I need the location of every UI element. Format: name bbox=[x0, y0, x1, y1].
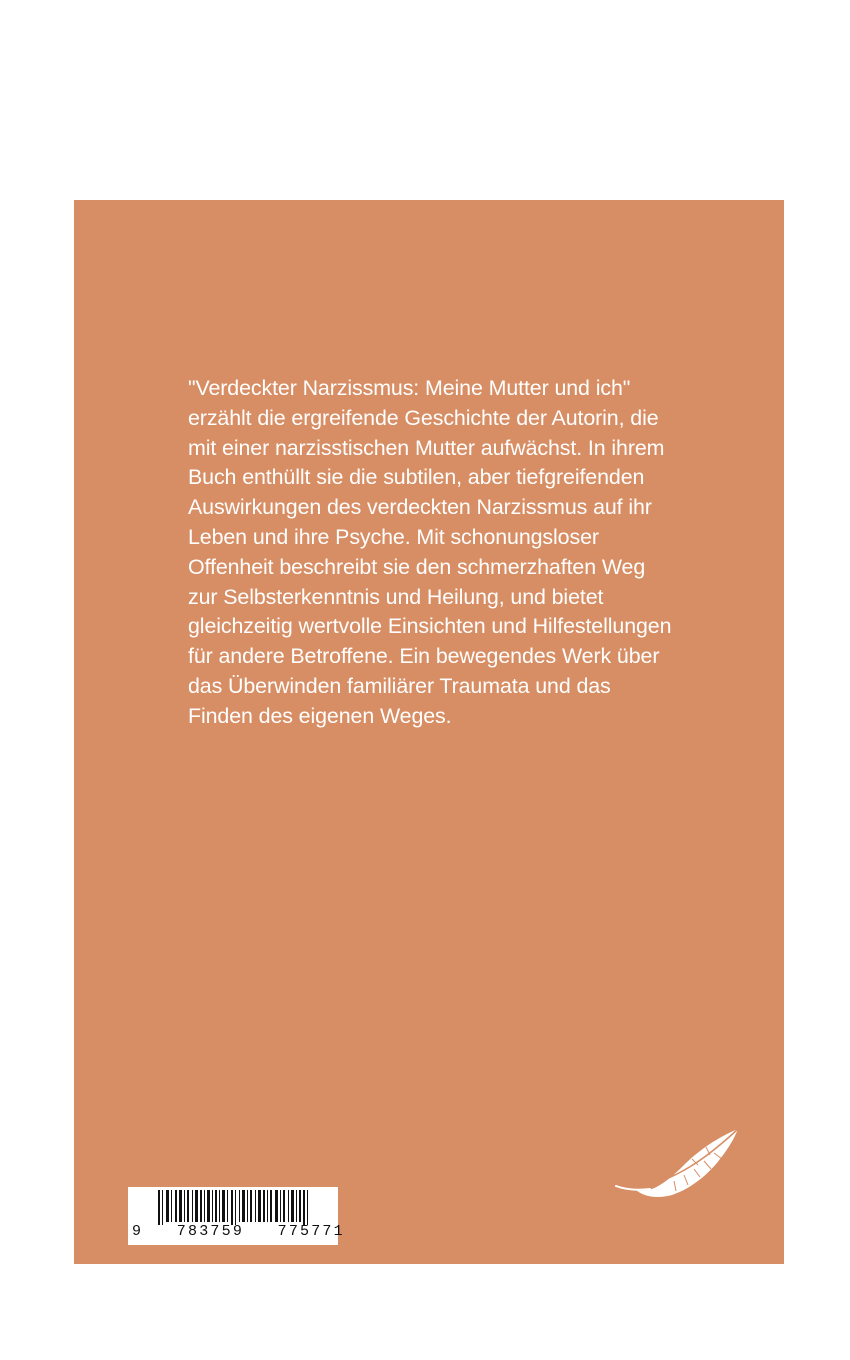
barcode-number: 9 783759 775771 bbox=[132, 1223, 345, 1240]
barcode-bars bbox=[128, 1187, 338, 1225]
blurb-text: "Verdeckter Narzissmus: Meine Mutter und ich" erzählt die ergreifende Geschichte der Autorin, die mit einer narzisstischen Mutter aufwächst. In ihrem Buch enthüllt sie die subtilen, aber tiefgreifenden Auswirkungen des verdeckten Narzissmus auf ihr Leben und ihre Psyche. Mit schonungsloser Offenheit beschreibt sie den schmerzhaften Weg zur Selbsterkenntnis und Heilung, und bietet gleichzeitig wertvolle Einsichten und Hilfestellungen für andere Betroffene. Ein bewegendes Werk über das Überwinden familiärer Traumata und das Finden des eigenen Weges. bbox=[188, 376, 672, 728]
back-cover bbox=[74, 200, 784, 1264]
barcode bbox=[128, 1187, 345, 1245]
feather-icon bbox=[614, 1125, 744, 1205]
